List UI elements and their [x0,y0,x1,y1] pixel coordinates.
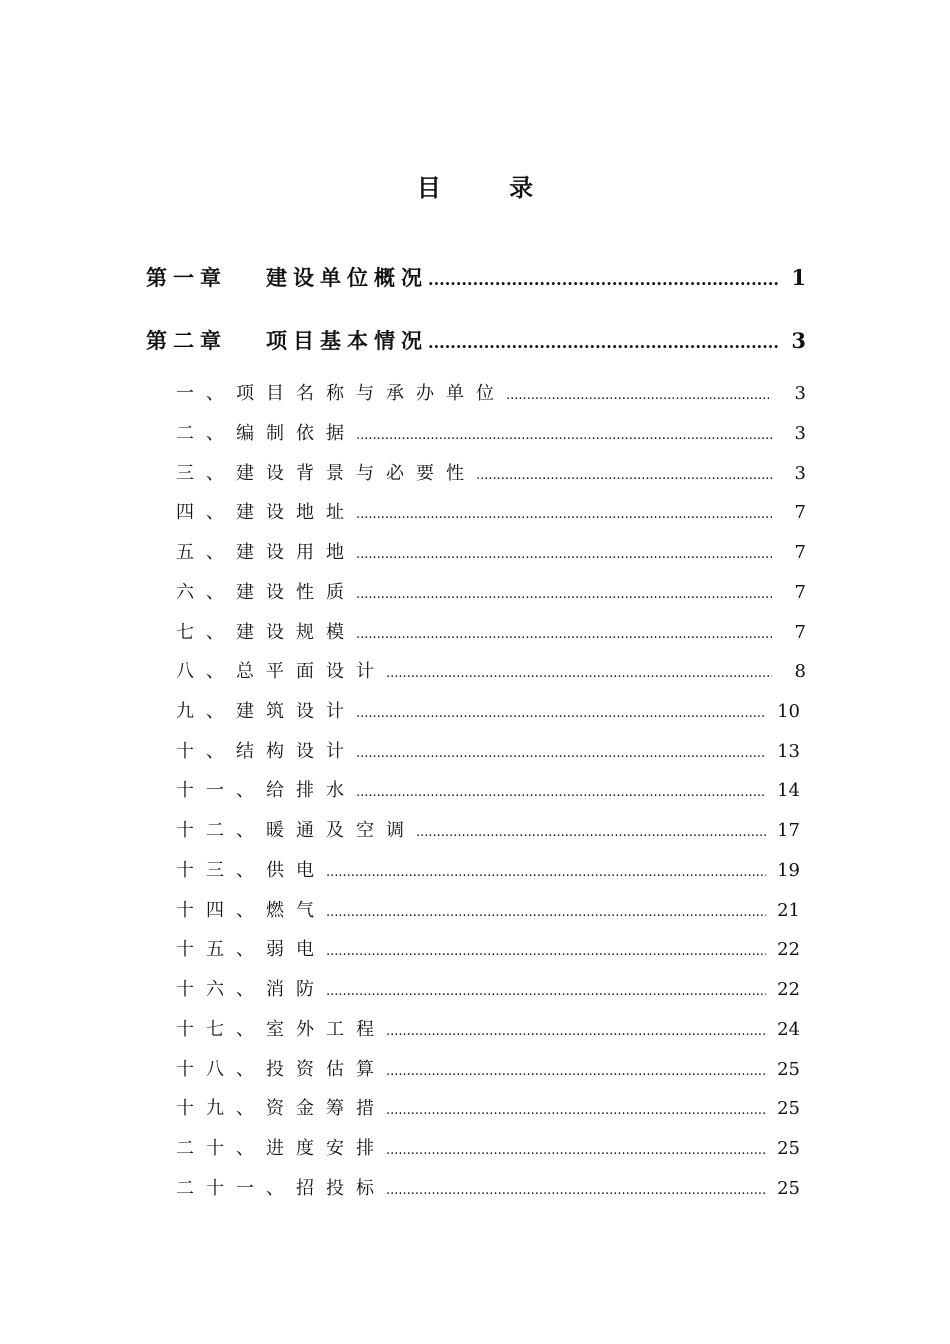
toc-section[interactable] [176,498,806,524]
dot-leader [386,1019,766,1040]
section-label: 十五、弱电 [176,939,326,960]
page-number: 3 [794,463,806,484]
page-number: 7 [794,582,806,603]
dot-leader [356,741,766,762]
toc-section[interactable] [176,1015,800,1041]
page-number: 7 [794,502,806,523]
section-label: 十四、燃气 [176,900,326,921]
dot-leader [428,328,778,353]
section-label: 十一、给排水 [176,780,356,801]
toc-title: 目 录 [416,173,564,202]
dot-leader [356,423,772,444]
section-label: 十七、室外工程 [176,1019,386,1040]
dot-leader [356,701,766,722]
toc-section[interactable] [176,816,800,842]
chapter-label: 建设单位概况 [266,265,428,290]
toc-section[interactable] [176,975,800,1001]
page-number: 19 [777,860,800,881]
page-number: 7 [794,622,806,643]
dot-leader [356,502,772,523]
page-number: 24 [777,1019,800,1040]
toc-section[interactable] [176,1174,800,1200]
section-label: 九、建筑设计 [176,701,356,722]
page-number: 7 [794,542,806,563]
dot-leader [386,1059,766,1080]
dot-leader [356,622,772,643]
toc-section[interactable] [176,1134,800,1160]
section-label: 六、建设性质 [176,582,356,603]
dot-leader [386,661,772,682]
page-number: 25 [777,1138,800,1159]
page-number: 3 [794,383,806,404]
dot-leader [326,860,766,881]
dot-leader [428,265,778,290]
dot-leader [356,582,772,603]
page-number: 1 [791,265,806,290]
section-label: 七、建设规模 [176,622,356,643]
dot-leader [326,939,766,960]
section-label: 十六、消防 [176,979,326,1000]
dot-leader [356,780,766,801]
toc-section[interactable] [176,578,806,604]
section-label: 十三、供电 [176,860,326,881]
section-label: 八、总平面设计 [176,661,386,682]
dot-leader [506,383,772,404]
toc-section[interactable] [176,1055,800,1081]
page-number: 13 [777,741,800,762]
toc-section[interactable] [176,459,806,485]
toc-section[interactable] [176,856,800,882]
toc-section[interactable] [176,379,806,405]
toc-section[interactable] [176,935,800,961]
section-label: 十八、投资估算 [176,1059,386,1080]
toc-section[interactable] [176,776,800,802]
page-number: 8 [794,661,806,682]
page-number: 22 [777,979,800,1000]
toc-section[interactable] [176,657,806,683]
toc-chapter-1[interactable] [146,262,806,292]
section-label: 十二、暖通及空调 [176,820,416,841]
page-number: 22 [777,939,800,960]
toc-section[interactable] [176,697,800,723]
toc-section[interactable] [176,1094,800,1120]
section-label: 三、建设背景与必要性 [176,463,476,484]
dot-leader [356,542,772,563]
page-number: 14 [777,780,800,801]
toc-section[interactable] [176,419,806,445]
page-number: 21 [777,900,800,921]
section-label: 十九、资金筹措 [176,1098,386,1119]
section-label: 一、项目名称与承办单位 [176,383,506,404]
toc-section[interactable] [176,618,806,644]
section-label: 二十一、招投标 [176,1178,386,1199]
dot-leader [326,979,766,1000]
toc-section[interactable] [176,896,800,922]
page-number: 25 [777,1059,800,1080]
page-number: 17 [777,820,800,841]
page-number: 3 [794,423,806,444]
chapter-label: 项目基本情况 [266,328,428,353]
chapter-number: 第一章 [146,265,227,290]
section-label: 二、编制依据 [176,423,356,444]
page-number: 3 [791,328,806,353]
page-number: 25 [777,1178,800,1199]
dot-leader [326,900,766,921]
section-label: 四、建设地址 [176,502,356,523]
dot-leader [386,1098,766,1119]
section-label: 二十、进度安排 [176,1138,386,1159]
dot-leader [386,1178,766,1199]
toc-section[interactable] [176,737,800,763]
page-number: 25 [777,1098,800,1119]
toc-section[interactable] [176,538,806,564]
dot-leader [386,1138,766,1159]
dot-leader [476,463,772,484]
dot-leader [416,820,766,841]
toc-chapter-2[interactable] [146,325,806,355]
page-number: 10 [777,701,800,722]
section-label: 五、建设用地 [176,542,356,563]
chapter-number: 第二章 [146,328,227,353]
section-label: 十、结构设计 [176,741,356,762]
